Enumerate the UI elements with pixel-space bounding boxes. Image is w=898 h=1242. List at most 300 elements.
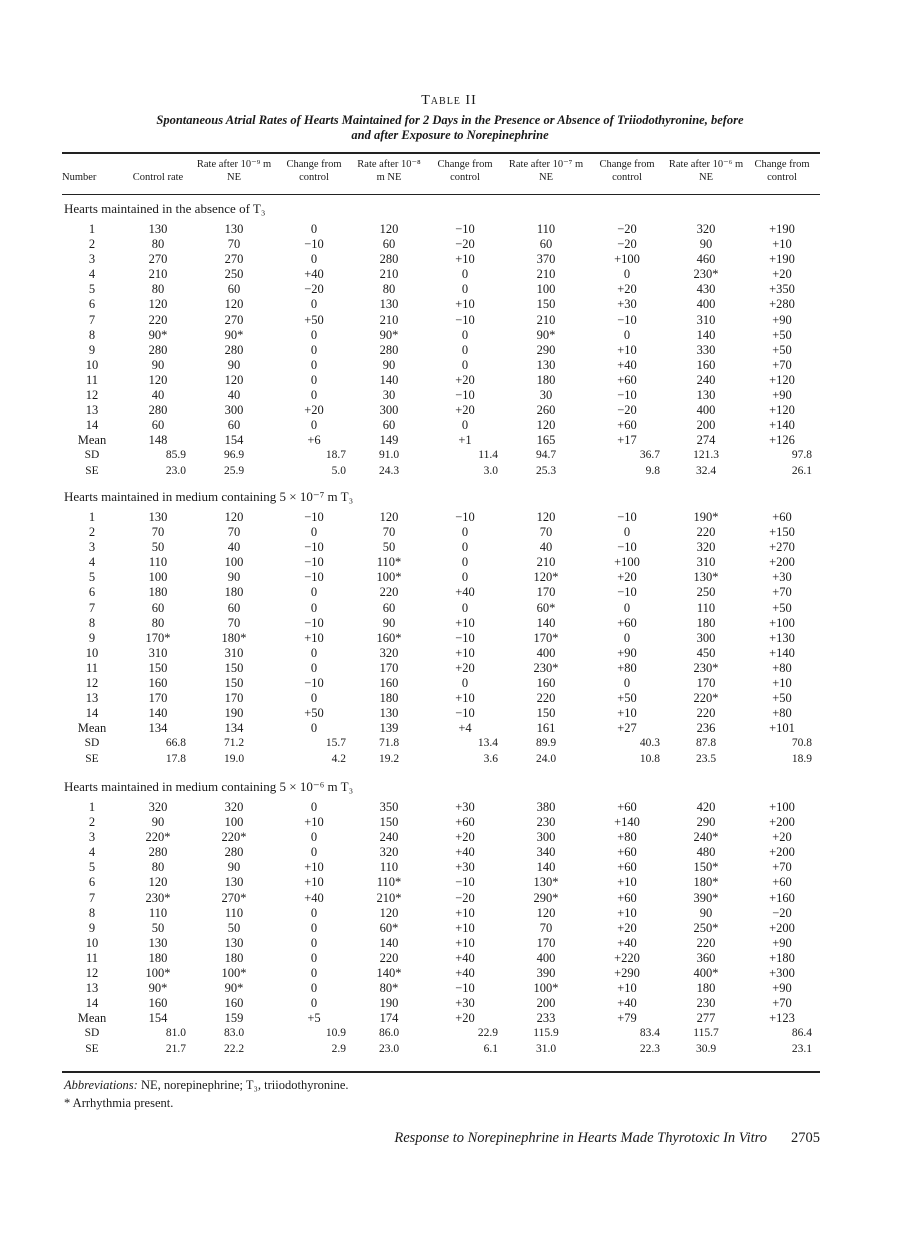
table-cell: +10: [772, 237, 792, 252]
table-cell: 11.4: [478, 449, 498, 462]
table-cell: 170*: [145, 630, 171, 645]
table-cell: 0: [310, 645, 318, 660]
table-cell: 70: [539, 525, 553, 540]
row-label: 12: [85, 676, 99, 691]
table-cell: 130: [148, 222, 168, 236]
table-cell: 150: [224, 676, 244, 691]
table-cell: 83.0: [223, 1027, 245, 1040]
table-cell: 90*: [536, 327, 556, 342]
table-cell: +160: [769, 890, 795, 905]
table-cell: 270: [224, 252, 244, 267]
row-label: 12: [85, 966, 99, 981]
table-cell: 170: [536, 935, 556, 950]
row-label: Mean: [77, 721, 107, 736]
table-cell: 240: [379, 830, 399, 845]
table-cell: +60: [617, 860, 637, 875]
table-cell: 100: [536, 282, 556, 297]
section-title: Hearts maintained in medium containing 5 × 10⁻⁶ m T₃: [64, 779, 354, 794]
table-cell: 110: [696, 600, 716, 615]
header-change-1: Change from control: [286, 159, 342, 183]
table-cell: 200: [536, 996, 556, 1011]
table-row: [62, 921, 820, 936]
table-cell: +126: [769, 433, 795, 448]
row-label: 4: [88, 267, 96, 282]
abbreviations-label: Abbreviations:: [64, 1078, 138, 1092]
table-cell: 180: [696, 981, 716, 996]
table-cell: +200: [769, 555, 795, 570]
table-cell: 26.1: [791, 464, 812, 477]
table-cell: +30: [455, 800, 475, 814]
table-cell: 310: [224, 645, 244, 660]
table-cell: −10: [304, 510, 324, 524]
table-cell: 0: [310, 950, 318, 965]
table-cell: 0: [623, 327, 631, 342]
table-cell: +180: [769, 950, 795, 965]
table-cell: 270: [224, 312, 244, 327]
table-cell: 0: [623, 525, 631, 540]
table-cell: 150: [379, 815, 399, 830]
table-cell: +10: [617, 875, 637, 890]
table-cell: 90: [227, 357, 241, 372]
table-cell: 50: [151, 920, 165, 935]
row-label: 5: [88, 860, 96, 875]
table-cell: 80: [151, 615, 165, 630]
table-cell: +90: [772, 312, 792, 327]
table-cell: +123: [769, 1011, 795, 1026]
abbreviations: [64, 1078, 349, 1093]
table-cell: 0: [310, 327, 318, 342]
table-cell: 160: [148, 676, 168, 691]
table-cell: 170: [536, 585, 556, 600]
table-cell: 160: [536, 676, 556, 691]
table-cell: 220: [696, 935, 716, 950]
table-cell: +10: [617, 905, 637, 920]
table-row: [62, 570, 820, 585]
table-cell: 36.7: [639, 449, 660, 462]
table-cell: +79: [617, 1011, 637, 1026]
table-cell: 40: [151, 388, 165, 403]
table-cell: 32.4: [695, 464, 717, 477]
table-cell: 165: [536, 433, 556, 448]
table-row: [62, 721, 820, 736]
table-cell: 0: [310, 600, 318, 615]
table-cell: +200: [769, 845, 795, 860]
table-cell: +20: [455, 660, 475, 675]
table-cell: 120: [224, 510, 244, 524]
table-row: [62, 691, 820, 706]
table-header: [62, 158, 820, 184]
table-cell: 13.4: [477, 737, 498, 750]
table-cell: 148: [148, 433, 168, 448]
table-cell: +10: [304, 860, 324, 875]
header-rate-1e-8: Rate after 10⁻⁸ m NE: [357, 159, 421, 183]
header-control-rate: Control rate: [132, 172, 184, 183]
table-cell: +20: [617, 570, 637, 585]
table-cell: −20: [617, 237, 637, 252]
table-cell: 190*: [693, 510, 719, 524]
table-cell: 430: [696, 282, 716, 297]
table-cell: 120: [536, 510, 556, 524]
table-cell: 220: [379, 950, 399, 965]
table-cell: 160: [696, 357, 716, 372]
table-cell: 130: [224, 875, 244, 890]
table-cell: 0: [310, 935, 318, 950]
table-cell: 320: [224, 800, 244, 814]
table-cell: 160: [379, 676, 399, 691]
table-row: [62, 267, 820, 282]
table-cell: +80: [772, 660, 792, 675]
table-cell: 220*: [693, 691, 719, 706]
row-label: 12: [85, 388, 99, 403]
table-cell: 240: [696, 372, 716, 387]
row-label: SE: [85, 464, 99, 477]
table-cell: 220: [536, 691, 556, 706]
table-cell: 120: [224, 297, 244, 312]
table-row: [62, 555, 820, 570]
table-cell: 120*: [533, 570, 559, 585]
table-cell: 360: [696, 950, 716, 965]
table-cell: 154: [224, 433, 244, 448]
table-cell: 100*: [221, 966, 247, 981]
row-label: 3: [88, 830, 96, 845]
row-label: 11: [85, 660, 99, 675]
table-cell: +190: [769, 252, 795, 267]
table-caption: Spontaneous Atrial Rates of Hearts Maintained for 2 Days in the Presence or Absence of Triiodothyronine, before and after Exposure to Norepinephrine: [156, 113, 744, 142]
table-cell: 120: [536, 418, 556, 433]
table-cell: −10: [617, 585, 637, 600]
table-cell: 18.9: [791, 752, 812, 765]
table-cell: +60: [455, 815, 475, 830]
table-cell: 19.0: [223, 752, 245, 765]
table-cell: 24.0: [535, 752, 557, 765]
table-cell: 310: [696, 555, 716, 570]
table-cell: +10: [617, 342, 637, 357]
table-cell: +150: [769, 525, 795, 540]
table-row: [62, 433, 820, 448]
table-cell: 210*: [376, 890, 402, 905]
table-row: [62, 891, 820, 906]
row-label: 3: [88, 540, 96, 555]
table-cell: 70: [227, 525, 241, 540]
table-cell: 40: [227, 388, 241, 403]
table-cell: 5.0: [331, 464, 346, 477]
table-cell: 260: [536, 403, 556, 418]
row-label: SE: [85, 752, 99, 765]
table-cell: 139: [379, 721, 399, 736]
row-label: 6: [88, 585, 96, 600]
table-cell: 0: [310, 388, 318, 403]
table-cell: 17.8: [165, 752, 186, 765]
table-cell: 30: [382, 388, 396, 403]
table-cell: +40: [455, 950, 475, 965]
row-label: 14: [85, 996, 99, 1011]
table-cell: +6: [307, 433, 321, 448]
table-cell: 0: [310, 660, 318, 675]
table-cell: 270*: [221, 890, 247, 905]
row-label: 5: [88, 282, 96, 297]
table-cell: 60: [151, 600, 165, 615]
table-cell: +20: [304, 403, 324, 418]
table-cell: 86.4: [791, 1027, 812, 1040]
row-label: 6: [88, 875, 96, 890]
table-cell: 140: [379, 372, 399, 387]
table-row: [62, 631, 820, 646]
table-cell: 140: [148, 706, 168, 721]
row-label: 4: [88, 555, 96, 570]
table-cell: 180*: [221, 630, 247, 645]
row-label: 1: [88, 800, 96, 814]
table-cell: +10: [304, 875, 324, 890]
abbreviations-text: NE, norepinephrine; T₃, triiodothyronine.: [137, 1078, 349, 1092]
table-cell: 340: [536, 845, 556, 860]
table-cell: 130: [536, 357, 556, 372]
table-cell: +20: [455, 403, 475, 418]
footer-title: Response to Norepinephrine in Hearts Made Thyrotoxic In Vitro: [394, 1130, 767, 1146]
table-cell: 0: [310, 800, 318, 814]
table-row: [62, 845, 820, 860]
table-cell: +90: [772, 388, 792, 403]
table-cell: +80: [617, 830, 637, 845]
table-cell: 230*: [145, 890, 171, 905]
table-cell: 0: [310, 222, 318, 236]
table-cell: +190: [769, 222, 795, 236]
header-rate-1e-6: Rate after 10⁻⁶ m NE: [668, 159, 744, 183]
table-cell: 70: [382, 525, 396, 540]
table-cell: 0: [310, 981, 318, 996]
table-cell: 83.4: [639, 1027, 660, 1040]
table-cell: 60: [227, 282, 241, 297]
table-cell: 60: [227, 600, 241, 615]
table-cell: 2.9: [331, 1042, 346, 1055]
table-cell: +20: [455, 1011, 475, 1026]
table-cell: 86.0: [378, 1027, 400, 1040]
page-number: 2705: [791, 1130, 820, 1146]
table-cell: 87.8: [695, 737, 717, 750]
row-label: 10: [85, 357, 99, 372]
data-table: [62, 222, 820, 479]
table-cell: +60: [617, 418, 637, 433]
table-cell: 90: [227, 570, 241, 585]
table-cell: 200: [696, 418, 716, 433]
table-cell: 0: [310, 357, 318, 372]
table-cell: −10: [304, 676, 324, 691]
table-cell: 230: [696, 996, 716, 1011]
table-cell: 300: [696, 630, 716, 645]
table-cell: 210: [536, 555, 556, 570]
header-rule: [62, 194, 820, 195]
table-cell: 230: [536, 815, 556, 830]
table-cell: 90: [699, 237, 713, 252]
table-cell: 210: [536, 267, 556, 282]
table-cell: 130: [148, 935, 168, 950]
table-cell: 90: [227, 860, 241, 875]
table-cell: +60: [617, 890, 637, 905]
table-cell: +350: [769, 282, 795, 297]
header-change-3: Change from control: [599, 159, 655, 183]
table-cell: 0: [461, 676, 469, 691]
table-cell: −10: [455, 510, 475, 524]
table-cell: 230*: [693, 267, 719, 282]
table-cell: 380: [536, 800, 556, 814]
table-cell: 320: [696, 222, 716, 236]
row-label: 7: [88, 600, 96, 615]
table-cell: −20: [304, 282, 324, 297]
table-cell: 300: [536, 830, 556, 845]
table-cell: 120: [148, 297, 168, 312]
table-cell: 96.9: [223, 449, 245, 462]
table-cell: 100*: [376, 570, 402, 585]
table-cell: 91.0: [378, 449, 400, 462]
table-cell: 80: [151, 237, 165, 252]
table-cell: 80: [382, 282, 396, 297]
table-cell: +50: [304, 312, 324, 327]
table-cell: −10: [617, 540, 637, 555]
table-cell: 90*: [148, 981, 168, 996]
table-cell: +200: [769, 920, 795, 935]
table-cell: 130*: [533, 875, 559, 890]
table-cell: 23.5: [695, 752, 717, 765]
table-cell: +10: [455, 252, 475, 267]
table-cell: −10: [304, 540, 324, 555]
header-rate-1e-9: Rate after 10⁻⁹ m NE: [196, 159, 272, 183]
table-cell: +80: [617, 660, 637, 675]
header-number: Number: [62, 172, 97, 183]
table-cell: 180: [224, 585, 244, 600]
table-cell: +10: [304, 630, 324, 645]
table-cell: 230*: [693, 660, 719, 675]
table-cell: 220: [148, 312, 168, 327]
table-cell: 30.9: [695, 1042, 717, 1055]
table-cell: 100*: [533, 981, 559, 996]
table-row: [62, 343, 820, 358]
table-cell: 0: [461, 327, 469, 342]
table-cell: 160: [224, 996, 244, 1011]
table-cell: 90: [382, 357, 396, 372]
table-cell: 80: [151, 860, 165, 875]
table-cell: 180: [696, 615, 716, 630]
table-cell: 0: [310, 585, 318, 600]
table-cell: 320: [148, 800, 168, 814]
table-cell: 120: [148, 372, 168, 387]
table-cell: 100*: [145, 966, 171, 981]
row-label: SD: [84, 737, 100, 750]
table-cell: 390: [536, 966, 556, 981]
table-cell: 115.9: [533, 1027, 559, 1040]
table-row: [62, 388, 820, 403]
table-row: [62, 373, 820, 388]
table-cell: +1: [458, 433, 472, 448]
table-cell: +10: [772, 676, 792, 691]
table-cell: 0: [310, 372, 318, 387]
row-label: 6: [88, 297, 96, 312]
table-cell: +27: [617, 721, 637, 736]
table-cell: 140: [536, 615, 556, 630]
table-cell: −20: [617, 403, 637, 418]
table-cell: 0: [310, 691, 318, 706]
table-cell: 110: [224, 905, 244, 920]
table-row: [62, 601, 820, 616]
table-row: [62, 752, 820, 767]
table-cell: +10: [455, 645, 475, 660]
table-row: [62, 676, 820, 691]
table-cell: 94.7: [535, 449, 557, 462]
table-cell: 71.2: [223, 737, 245, 750]
table-cell: 390*: [693, 890, 719, 905]
table-cell: 115.7: [693, 1027, 719, 1040]
table-cell: +140: [769, 418, 795, 433]
table-cell: 121.3: [693, 449, 719, 462]
table-cell: 60: [382, 600, 396, 615]
table-cell: 9.8: [645, 464, 660, 477]
table-cell: 161: [536, 721, 556, 736]
table-cell: +10: [455, 691, 475, 706]
row-label: 11: [85, 372, 99, 387]
table-cell: +30: [455, 996, 475, 1011]
row-label: 2: [88, 237, 96, 252]
table-cell: 120: [536, 905, 556, 920]
data-table: [62, 800, 820, 1057]
table-cell: +40: [455, 966, 475, 981]
table-cell: 31.0: [535, 1042, 557, 1055]
table-cell: 400: [696, 297, 716, 312]
table-cell: +10: [304, 815, 324, 830]
table-cell: 280: [148, 403, 168, 418]
table-row: [62, 358, 820, 373]
table-cell: +40: [455, 845, 475, 860]
table-cell: 60*: [379, 920, 399, 935]
section-title: Hearts maintained in the absence of T₃: [64, 201, 266, 216]
table-cell: +30: [772, 570, 792, 585]
table-cell: 0: [310, 721, 318, 736]
table-cell: 130: [379, 706, 399, 721]
table-cell: +120: [769, 403, 795, 418]
row-label: SD: [84, 1027, 100, 1040]
table-cell: 90: [151, 815, 165, 830]
table-cell: 233: [536, 1011, 556, 1026]
table-cell: 120: [379, 905, 399, 920]
table-cell: −10: [304, 237, 324, 252]
header-change-2: Change from control: [437, 159, 493, 183]
table-cell: 80: [151, 282, 165, 297]
table-cell: +40: [304, 890, 324, 905]
table-cell: 6.1: [483, 1042, 498, 1055]
row-label: 9: [88, 920, 96, 935]
table-cell: 0: [461, 418, 469, 433]
table-cell: +130: [769, 630, 795, 645]
table-cell: +300: [769, 966, 795, 981]
table-cell: 0: [461, 600, 469, 615]
table-cell: +100: [614, 555, 640, 570]
table-cell: 150: [536, 297, 556, 312]
row-label: 2: [88, 525, 96, 540]
table-row: [62, 222, 820, 237]
row-label: 10: [85, 935, 99, 950]
table-cell: 40.3: [639, 737, 660, 750]
row-label: 8: [88, 615, 96, 630]
table-cell: +270: [769, 540, 795, 555]
row-label: 10: [85, 645, 99, 660]
table-cell: 0: [623, 267, 631, 282]
table-cell: 90: [699, 905, 713, 920]
table-row: [62, 616, 820, 631]
table-cell: +60: [772, 510, 792, 524]
table-cell: 180: [148, 950, 168, 965]
table-cell: +10: [617, 981, 637, 996]
table-cell: 0: [623, 630, 631, 645]
table-cell: 120: [148, 875, 168, 890]
table-cell: 400*: [693, 966, 719, 981]
table-cell: 280: [224, 342, 244, 357]
